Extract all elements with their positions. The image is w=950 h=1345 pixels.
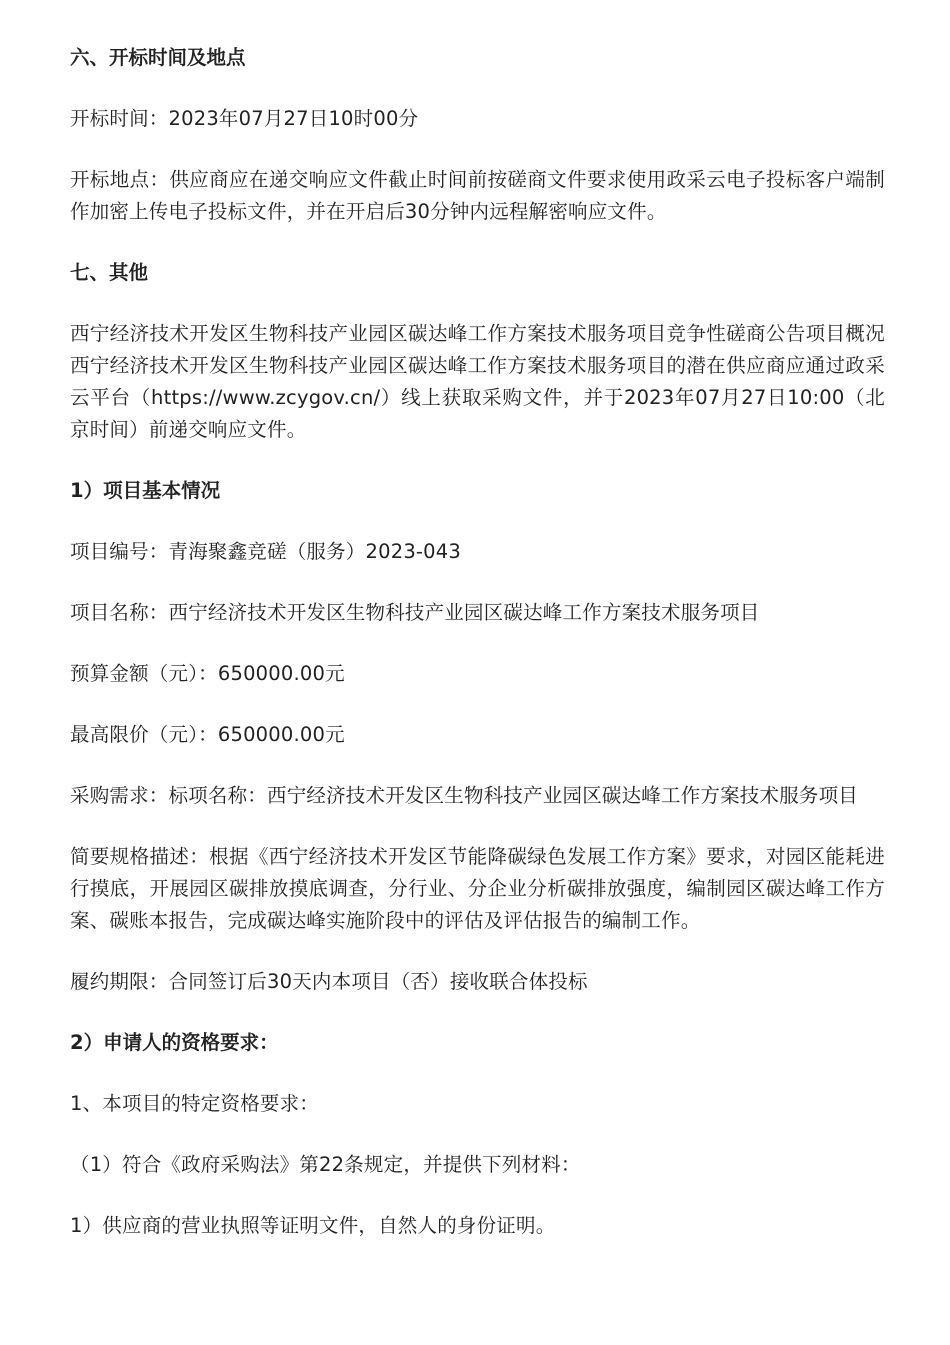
other-paragraph: 西宁经济技术开发区生物科技产业园区碳达峰工作方案技术服务项目竞争性磋商公告项目概况西宁经济技术开发区生物科技产业园区碳达峰工作方案技术服务项目的潜在供应商应通过政采云平台（https://www.zcygov.cn/）线上获取采购文件，并于2023年07月27日10:00（北京时间）前递交响应文件。 <box>70 322 885 441</box>
announcement-document <box>70 42 885 1271</box>
max-price: 最高限价（元）：650000.00元 <box>70 723 345 746</box>
qualification-item-1-1-1: 1）供应商的营业执照等证明文件，自然人的身份证明。 <box>70 1214 556 1237</box>
performance-period: 履约期限：合同签订后30天内本项目（否）接收联合体投标 <box>70 970 588 993</box>
spec-description: 简要规格描述：根据《西宁经济技术开发区节能降碳绿色发展工作方案》要求，对园区能耗进行摸底，开展园区碳排放摸底调查，分行业、分企业分析碳排放强度，编制园区碳达峰工作方案、碳账本报告，完成碳达峰实施阶段中的评估及评估报告的编制工作。 <box>70 845 885 932</box>
section-6-heading: 六、开标时间及地点 <box>70 46 246 69</box>
opening-time: 开标时间：2023年07月27日10时00分 <box>70 107 419 130</box>
basic-info-heading: 1）项目基本情况 <box>70 479 221 502</box>
qualification-item-1-1: （1）符合《政府采购法》第22条规定，并提供下列材料： <box>70 1153 581 1176</box>
qualification-item-1: 1、本项目的特定资格要求： <box>70 1092 320 1115</box>
procurement-demand: 采购需求：标项名称：西宁经济技术开发区生物科技产业园区碳达峰工作方案技术服务项目 <box>70 784 859 807</box>
qualification-heading: 2）申请人的资格要求： <box>70 1031 279 1054</box>
project-number: 项目编号：青海聚鑫竞磋（服务）2023-043 <box>70 540 461 563</box>
opening-location: 开标地点：供应商应在递交响应文件截止时间前按磋商文件要求使用政采云电子投标客户端制作加密上传电子投标文件，并在开启后30分钟内远程解密响应文件。 <box>70 168 885 223</box>
budget-amount: 预算金额（元）：650000.00元 <box>70 662 345 685</box>
project-name: 项目名称：西宁经济技术开发区生物科技产业园区碳达峰工作方案技术服务项目 <box>70 601 760 624</box>
section-7-heading: 七、其他 <box>70 261 149 284</box>
